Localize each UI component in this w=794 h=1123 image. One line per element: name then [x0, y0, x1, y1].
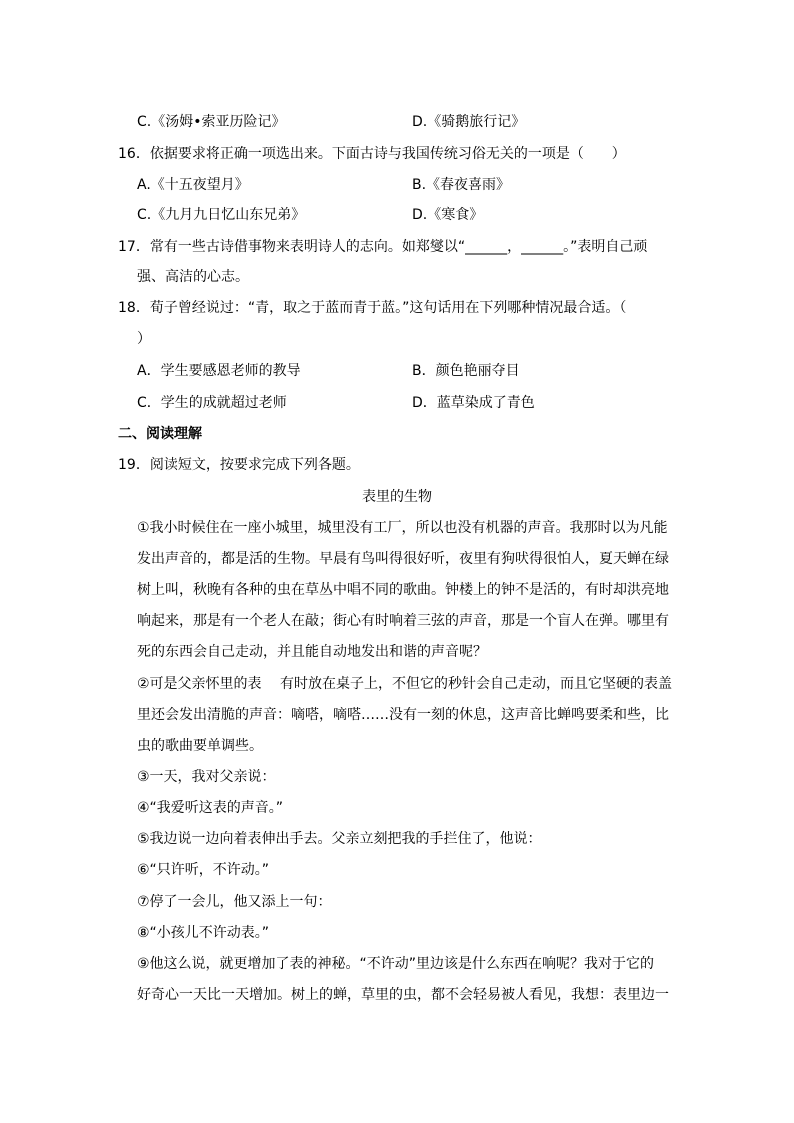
passage-line: ⑤我边说一边向着表伸出手去。父亲立刻把我的手拦住了，他说： [137, 831, 542, 847]
passage-line: ②可是父亲怀里的表 有时放在桌子上，不但它的秒针会自己走动，而且它坚硬的表盖 [137, 676, 672, 692]
q18-option-c: C．学生的成就超过老师 [137, 395, 287, 411]
passage-line: 死的东西会自己走动，并且能自动地发出和谐的声音呢？ [137, 644, 487, 660]
q16-stem: 16．依据要求将正确一项选出来。下面古诗与我国传统习俗无关的一项是（ ） [118, 146, 626, 162]
passage-line: 好奇心一天比一天增加。树上的蝉，草里的虫，都不会轻易被人看见，我想：表里边一 [137, 987, 669, 1003]
passage-line: ⑧“小孩儿不许动表。” [137, 925, 270, 941]
q19-stem: 19．阅读短文，按要求完成下列各题。 [118, 457, 360, 473]
passage-line: ⑨他这么说，就更增加了表的神秘。“不许动”里边该是什么东西在响呢？我对于它的 [137, 956, 655, 972]
passage-line: 树上叫，秋晚有各种的虫在草丛中唱不同的歌曲。钟楼上的钟不是活的，有时却洪亮地 [137, 582, 669, 598]
q15-option-d: D.《骑鹅旅行记》 [412, 114, 526, 130]
q16-option-a: A.《十五夜望月》 [137, 177, 249, 193]
passage-line: 里还会发出清脆的声音：嘀嗒，嘀嗒……没有一刻的休息，这声音比蝉鸣要柔和些，比 [137, 707, 669, 723]
q18-stem-cont: ） [137, 331, 151, 347]
q18-stem: 18．荀子曾经说过：“青，取之于蓝而青于蓝。”这句话用在下列哪种情况最合适。（ [118, 300, 627, 316]
section-heading: 二、阅读理解 [118, 426, 202, 442]
passage-line: ④“我爱听这表的声音。” [137, 800, 284, 816]
q18-option-a: A．学生要感恩老师的教导 [137, 363, 301, 379]
q18-option-b: B．颜色艳丽夺目 [412, 363, 520, 379]
q16-option-d: D.《寒食》 [412, 207, 484, 223]
passage-title: 表里的生物 [362, 489, 432, 505]
passage-line: 响起来，那是有一个老人在敲；街心有时响着三弦的声音，那是一个盲人在弹。哪里有 [137, 613, 669, 629]
passage-line: 发出声音的，都是活的生物。早晨有鸟叫得很好听，夜里有狗吠得很怕人，夏天蝉在绿 [137, 551, 669, 567]
passage-line: 虫的歌曲要单调些。 [137, 738, 263, 754]
q18-option-d: D．蓝草染成了青色 [412, 395, 535, 411]
passage-line: ③一天，我对父亲说： [137, 769, 276, 785]
q17-stem: 17．常有一些古诗借事物来表明诗人的志向。如郑燮以“______，______。”表明自己顽 [118, 239, 648, 255]
q16-option-b: B.《春夜喜雨》 [412, 177, 511, 193]
passage-line: ⑥“只许听，不许动。” [137, 862, 270, 878]
passage-line: ①我小时候住在一座小城里，城里没有工厂，所以也没有机器的声音。我那时以为凡能 [137, 520, 668, 536]
q15-option-c: C.《汤姆•索亚历险记》 [137, 114, 286, 130]
q17-stem-cont: 强、高洁的心志。 [137, 269, 249, 285]
q16-option-c: C.《九月九日忆山东兄弟》 [137, 207, 306, 223]
passage-line: ⑦停了一会儿，他又添上一句： [137, 894, 332, 910]
